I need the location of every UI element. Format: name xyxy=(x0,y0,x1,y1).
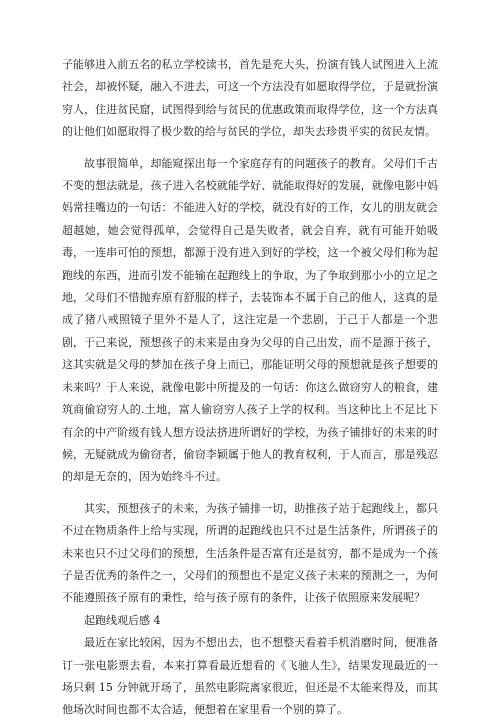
section-heading: 起跑线观后感 4 xyxy=(84,613,161,627)
paragraph-gap xyxy=(62,489,438,498)
paragraph-1: 子能够进入前五名的私立学校读书，首先是充大头，扮演有钱人试图进入上流社会，却被怀疑，融入不进去，可这一个方法没有如愿取得学位，于是就扮演穷人，住进贫民窟，试图得到给与贫民的优惠政策而取得学位，这一个方法真的让他们如愿取得了极少数的给与贫民的学位，却失去珍贵平实的贫民友情。 xyxy=(62,58,438,139)
paragraph-3: 其实，预想孩子的未来，为孩子铺排一切，助推孩子站于起跑线上，都只不过在物质条件上给与实现，所谓的起跑线也只不过是生活条件，所谓孩子的未来也只不过父母们的预想，生活条件是否富有还是贫穷，都不是成为一个孩子是否优秀的条件之一，父母们的预想也不是定义孩子未来的预测之一，为何不能遵照孩子原有的秉性，给与孩子原有的条件，让孩子依照原来发展呢？ xyxy=(62,501,438,605)
paragraph-4: 最近在家比较闲，因为不想出去，也不想整天看着手机消磨时间，便准备订一张电影票去看，本来打算看最近想看的《飞驰人生》，结果发现最近的一场只剩 15 分钟就开场了，虽然电影院离家很近，但还是不太能来得及，而其他场次时间也都不太合适，便想着在家里看一个别的算了。 xyxy=(62,636,438,717)
paragraph-2: 故事很简单，却能窥探出每一个家庭存有的问题孩子的教育。父母们千古不变的想法就是，孩子进入名校就能学好、就能取得好的发展，就像电影中妈妈常挂嘴边的一句话：不能进入好的学校，就没有好的工作，女儿的朋友就会超越她，她会觉得孤单，会觉得自己是失败者，就会自弃，就有可能开始吸毒，一连串可怕的预想，都源于没有进入到好的学校，这一个被父母们称为起跑线的东西，进而引发不能输在起跑线上的争取，为了争取到那小小的立足之地，父母们不惜抛弃原有舒服的样子，去装饰本不属于自己的他人，这真的是成了猪八戒照镜子里外不是人了，这注定是一个悲剧，于己于人都是一个悲剧，于己来说，预想孩子的未来是由身为父母的自己出发，而不是源于孩子，这其实就是父母的梦加在孩子身上而已，那能证明父母的预想就是孩子想要的未来吗？于人来说，就像电影中所提及的一句话：你这么做窃穷人的粮食，建筑商偷窃穷人的.土地，富人偷窃穷人孩子上学的权利。当这种比上不足比下有余的中产阶级有钱人想方设法挤进所谓好的学校，为孩子铺排好的未来的时候，无疑就成为偷窃者，偷窃李颖属于他人的教育权利，于人而言，那是残忍的却是无奈的，因为始终斗不过。 xyxy=(62,156,438,484)
paragraph-gap xyxy=(62,144,438,153)
